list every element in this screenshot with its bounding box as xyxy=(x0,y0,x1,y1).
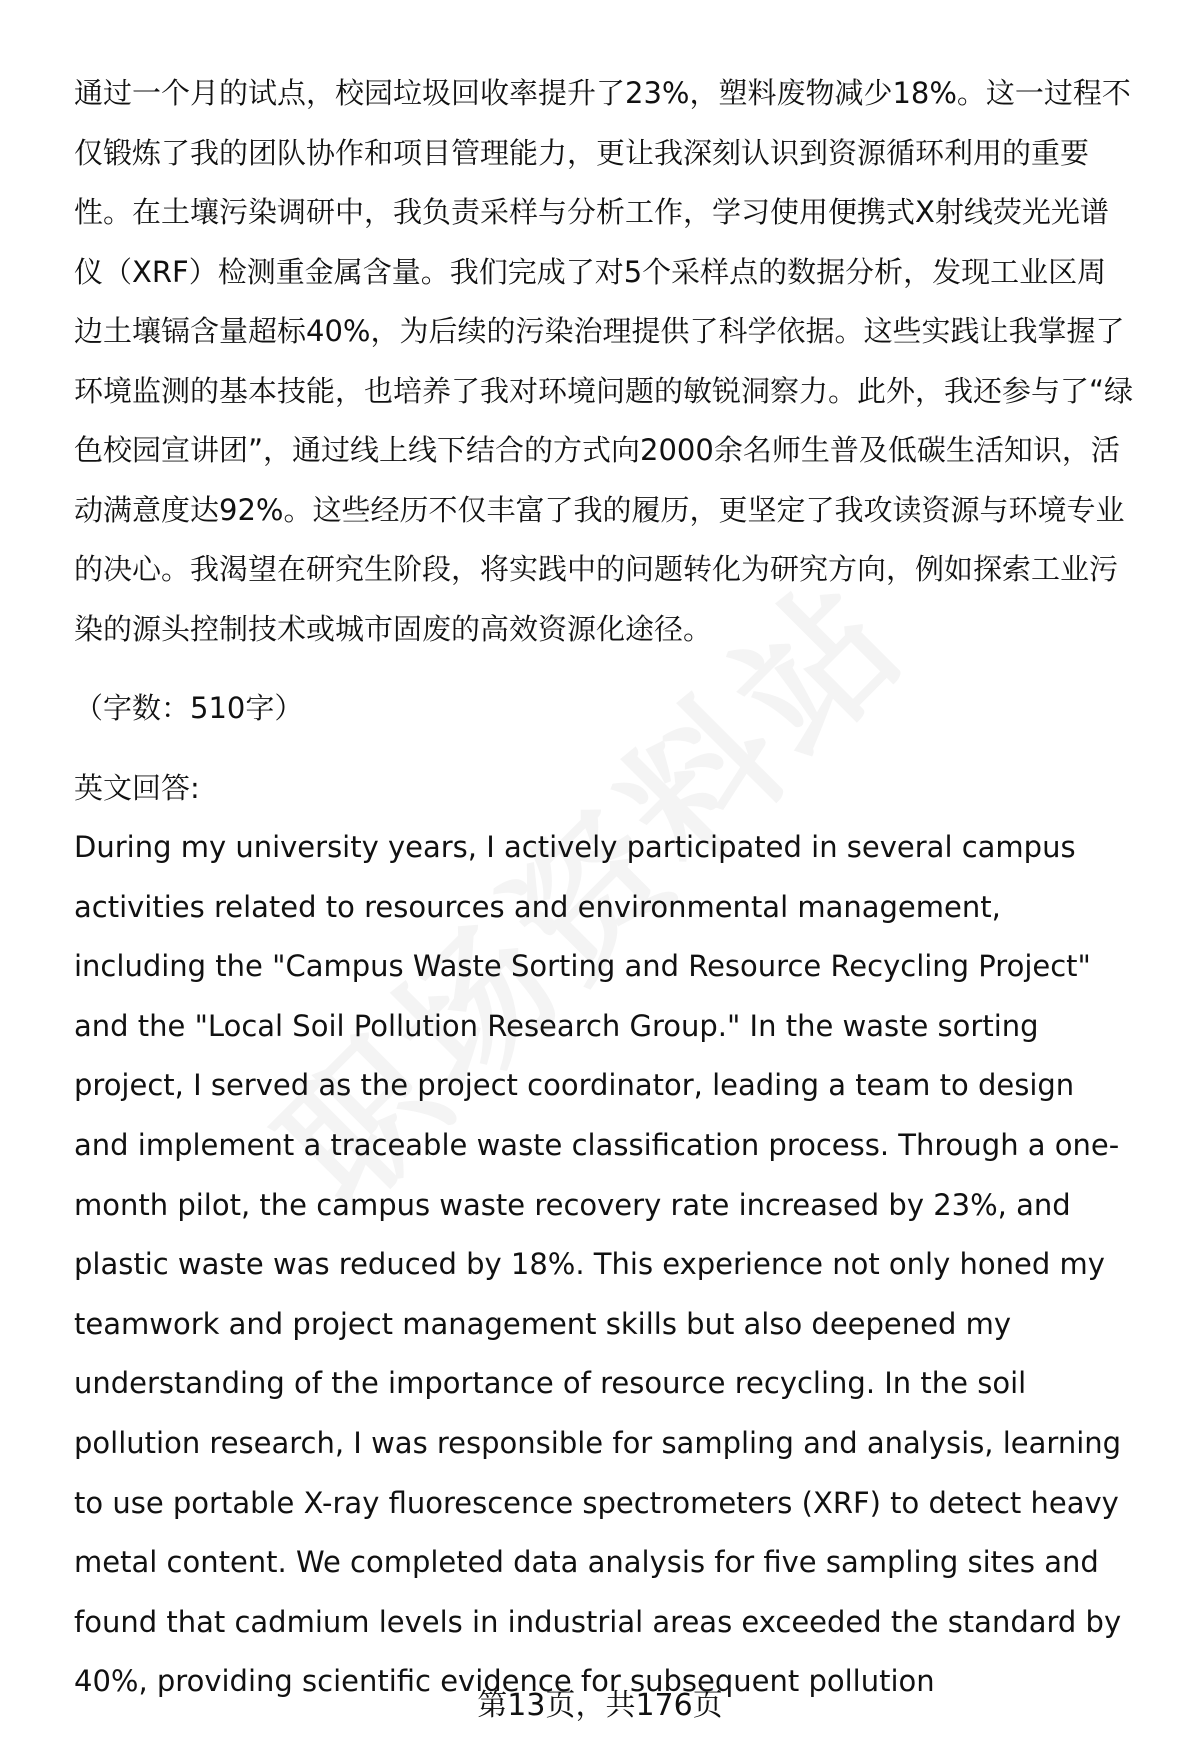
english-answer-heading: 英文回答: xyxy=(74,770,200,805)
paragraph-chinese: 通过一个月的试点，校园垃圾回收率提升了23%，塑料废物减少18%。这一过程不仅锻炼了我的团队协作和项目管理能力，更让我深刻认识到资源循环利用的重要性。在土壤污染调研中，我负责采样与分析工作，学习使用便携式X射线荧光光谱仪（XRF）检测重金属含量。我们完成了对5个采样点的数据分析，发现工业区周边土壤镉含量超标40%，为后续的污染治理提供了科学依据。这些实践让我掌握了环境监测的基本技能，也培养了我对环境问题的敏锐洞察力。此外，我还参与了“绿色校园宣讲团”，通过线上线下结合的方式向2000余名师生普及低碳生活知识，活动满意度达92%。这些经历不仅丰富了我的履历，更坚定了我攻读资源与环境专业的决心。我渴望在研究生阶段，将实践中的问题转化为研究方向，例如探索工业污染的源头控制技术或城市固废的高效资源化途径。 xyxy=(74,76,1134,646)
paragraph-english: During my university years, I actively participated in several campus activities related to resources and environmental management, including the "Campus Waste Sorting and Resource Recycling Project" and the "Local Soil Pollution Research Group." In the waste sorting project, I served as the project coordinator, leading a team to design and implement a traceable waste classification process. Through a one-month pilot, the campus waste recovery rate increased by 23%, and plastic waste was reduced by 18%. This experience not only honed my teamwork and project management skills but also deepened my understanding of the importance of resource recycling. In the soil pollution research, I was responsible for sampling and analysis, learning to use portable X-ray fluorescence spectrometers (XRF) to detect heavy metal content. We completed data analysis for five sampling sites and found that cadmium levels in industrial areas exceeded the standard by 40%, providing scientific evidence for subsequent pollution xyxy=(74,830,1122,1699)
page-number: 第13页，共176页 xyxy=(477,1688,723,1723)
word-count: （字数：510字） xyxy=(74,691,304,725)
document-body xyxy=(74,64,1134,1712)
